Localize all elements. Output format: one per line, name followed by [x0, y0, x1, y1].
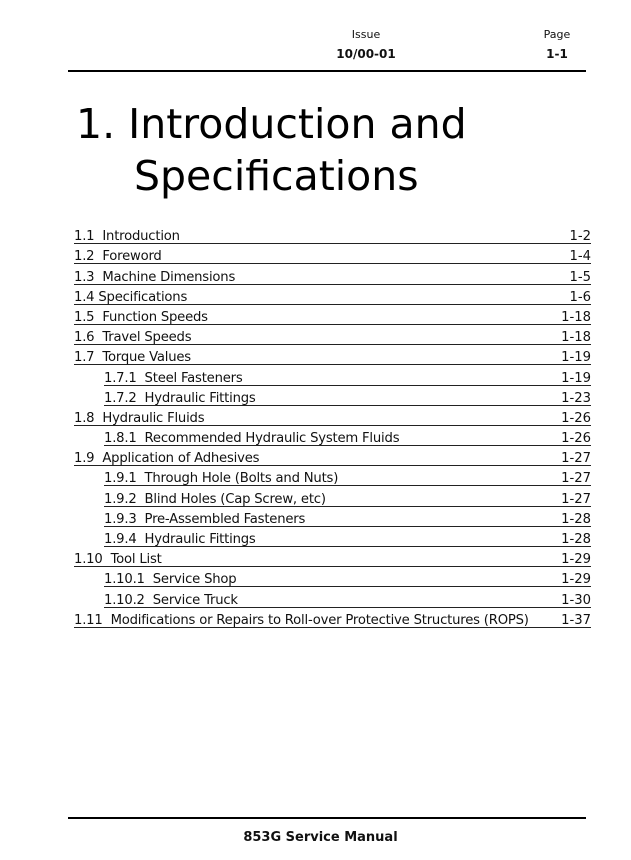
- toc-entry-page: 1-18: [561, 330, 591, 346]
- chapter-title: [76, 98, 467, 202]
- toc-entry-page: 1-28: [561, 511, 591, 527]
- toc-entry-page: 1-29: [561, 572, 591, 588]
- toc-entry[interactable]: [104, 507, 591, 527]
- toc-entry-label: Hydraulic Fittings: [144, 390, 256, 406]
- toc-entry-label: Hydraulic Fittings: [144, 532, 256, 547]
- toc-entry-label: Machine Dimensions: [102, 269, 236, 285]
- toc-entry-number: 1.9: [74, 451, 95, 467]
- toc-entry[interactable]: [74, 244, 591, 264]
- toc-entry-number: 1.3: [74, 269, 95, 285]
- toc-entry[interactable]: [74, 547, 591, 567]
- header-rule: [68, 70, 586, 72]
- toc-entry-number: 1.7.2: [104, 390, 137, 406]
- toc-entry-page: 1-2: [569, 229, 591, 245]
- toc-entry-page: 1-27: [561, 491, 591, 507]
- issue-label: Issue: [351, 28, 381, 41]
- toc-entry-page: 1-30: [561, 592, 591, 608]
- page-number: 1-1: [546, 47, 568, 61]
- toc-entry[interactable]: [74, 325, 591, 345]
- toc-entry-number: 1.4: [74, 289, 95, 305]
- toc-entry-page: 1-28: [561, 532, 591, 547]
- chapter-title-line2: Specifications: [134, 152, 419, 200]
- toc-entry-label: Torque Values: [102, 350, 191, 366]
- toc-entry-title: [74, 612, 529, 630]
- toc-entry-label: Service Shop: [152, 572, 237, 588]
- footer-manual-title: 853G Service Manual: [243, 830, 398, 845]
- toc-entry-page: 1-19: [561, 370, 591, 386]
- toc-entry-number: 1.5: [74, 309, 95, 325]
- toc-entry[interactable]: [74, 264, 591, 284]
- toc-entry[interactable]: [74, 345, 591, 365]
- toc-entry-label: Tool List: [110, 552, 162, 568]
- page-label: Page: [543, 28, 571, 41]
- toc-entry-page: 1-26: [561, 410, 591, 426]
- table-of-contents: [74, 224, 591, 628]
- toc-entry-number: 1.1: [74, 229, 95, 245]
- toc-entry[interactable]: [74, 446, 591, 466]
- toc-entry-label: Steel Fasteners: [144, 370, 243, 386]
- toc-entry-label: Through Hole (Bolts and Nuts): [144, 471, 339, 487]
- issue-value: 10/00-01: [336, 47, 396, 61]
- toc-entry-label: Foreword: [102, 249, 162, 265]
- toc-entry-number: 1.9.1: [104, 471, 137, 487]
- toc-entry[interactable]: [74, 224, 591, 244]
- toc-entry-number: 1.11: [74, 612, 103, 628]
- toc-entry[interactable]: [104, 466, 591, 486]
- toc-entry[interactable]: [104, 527, 591, 547]
- toc-entry-number: 1.2: [74, 249, 95, 265]
- toc-entry-label: Function Speeds: [102, 309, 208, 325]
- toc-entry-number: 1.10.1: [104, 572, 145, 588]
- toc-entry-page: 1-29: [561, 552, 591, 568]
- toc-entry-page: 1-37: [561, 612, 591, 628]
- toc-entry-label: Hydraulic Fluids: [102, 410, 205, 426]
- toc-entry-page: 1-26: [561, 431, 591, 447]
- toc-entry-page: 1-27: [561, 451, 591, 467]
- toc-entry-number: 1.9.4: [104, 532, 137, 547]
- toc-entry[interactable]: [74, 285, 591, 305]
- toc-entry-label: Pre-Assembled Fasteners: [144, 511, 306, 527]
- toc-entry-number: 1.8.1: [104, 431, 137, 447]
- toc-entry-number: 1.9.2: [104, 491, 137, 507]
- toc-entry-page: 1-18: [561, 309, 591, 325]
- toc-entry-label: Blind Holes (Cap Screw, etc): [144, 491, 326, 507]
- toc-entry[interactable]: [104, 567, 591, 587]
- toc-entry[interactable]: [74, 608, 591, 628]
- toc-entry-page: 1-19: [561, 350, 591, 366]
- toc-entry-label: Recommended Hydraulic System Fluids: [144, 431, 400, 447]
- toc-entry-page: 1-23: [561, 390, 591, 406]
- toc-entry-label: Travel Speeds: [102, 330, 192, 346]
- toc-entry-label: Modifications or Repairs to Roll-over Protective Structures (ROPS): [110, 612, 529, 628]
- toc-entry[interactable]: [104, 365, 591, 385]
- toc-entry-label: Service Truck: [152, 592, 238, 608]
- toc-entry-number: 1.8: [74, 410, 95, 426]
- toc-entry-number: 1.6: [74, 330, 95, 346]
- toc-entry[interactable]: [74, 305, 591, 325]
- toc-entry-label: Introduction: [102, 229, 180, 245]
- toc-entry-number: 1.7: [74, 350, 95, 366]
- chapter-title-line1: 1. Introduction and: [76, 100, 467, 148]
- toc-entry-label: Specifications: [98, 289, 188, 305]
- toc-entry[interactable]: [104, 386, 591, 406]
- toc-entry[interactable]: [74, 406, 591, 426]
- toc-entry-page: 1-4: [569, 249, 591, 265]
- toc-entry-number: 1.10.2: [104, 592, 145, 608]
- toc-entry-label: Application of Adhesives: [102, 451, 260, 467]
- footer-rule: [68, 817, 586, 819]
- toc-entry-page: 1-6: [569, 289, 591, 305]
- toc-entry[interactable]: [104, 426, 591, 446]
- toc-entry[interactable]: [104, 486, 591, 506]
- toc-entry-number: 1.10: [74, 552, 103, 568]
- toc-entry-page: 1-5: [569, 269, 591, 285]
- toc-entry[interactable]: [104, 587, 591, 607]
- toc-entry-number: 1.7.1: [104, 370, 137, 386]
- toc-entry-page: 1-27: [561, 471, 591, 487]
- toc-entry-number: 1.9.3: [104, 511, 137, 527]
